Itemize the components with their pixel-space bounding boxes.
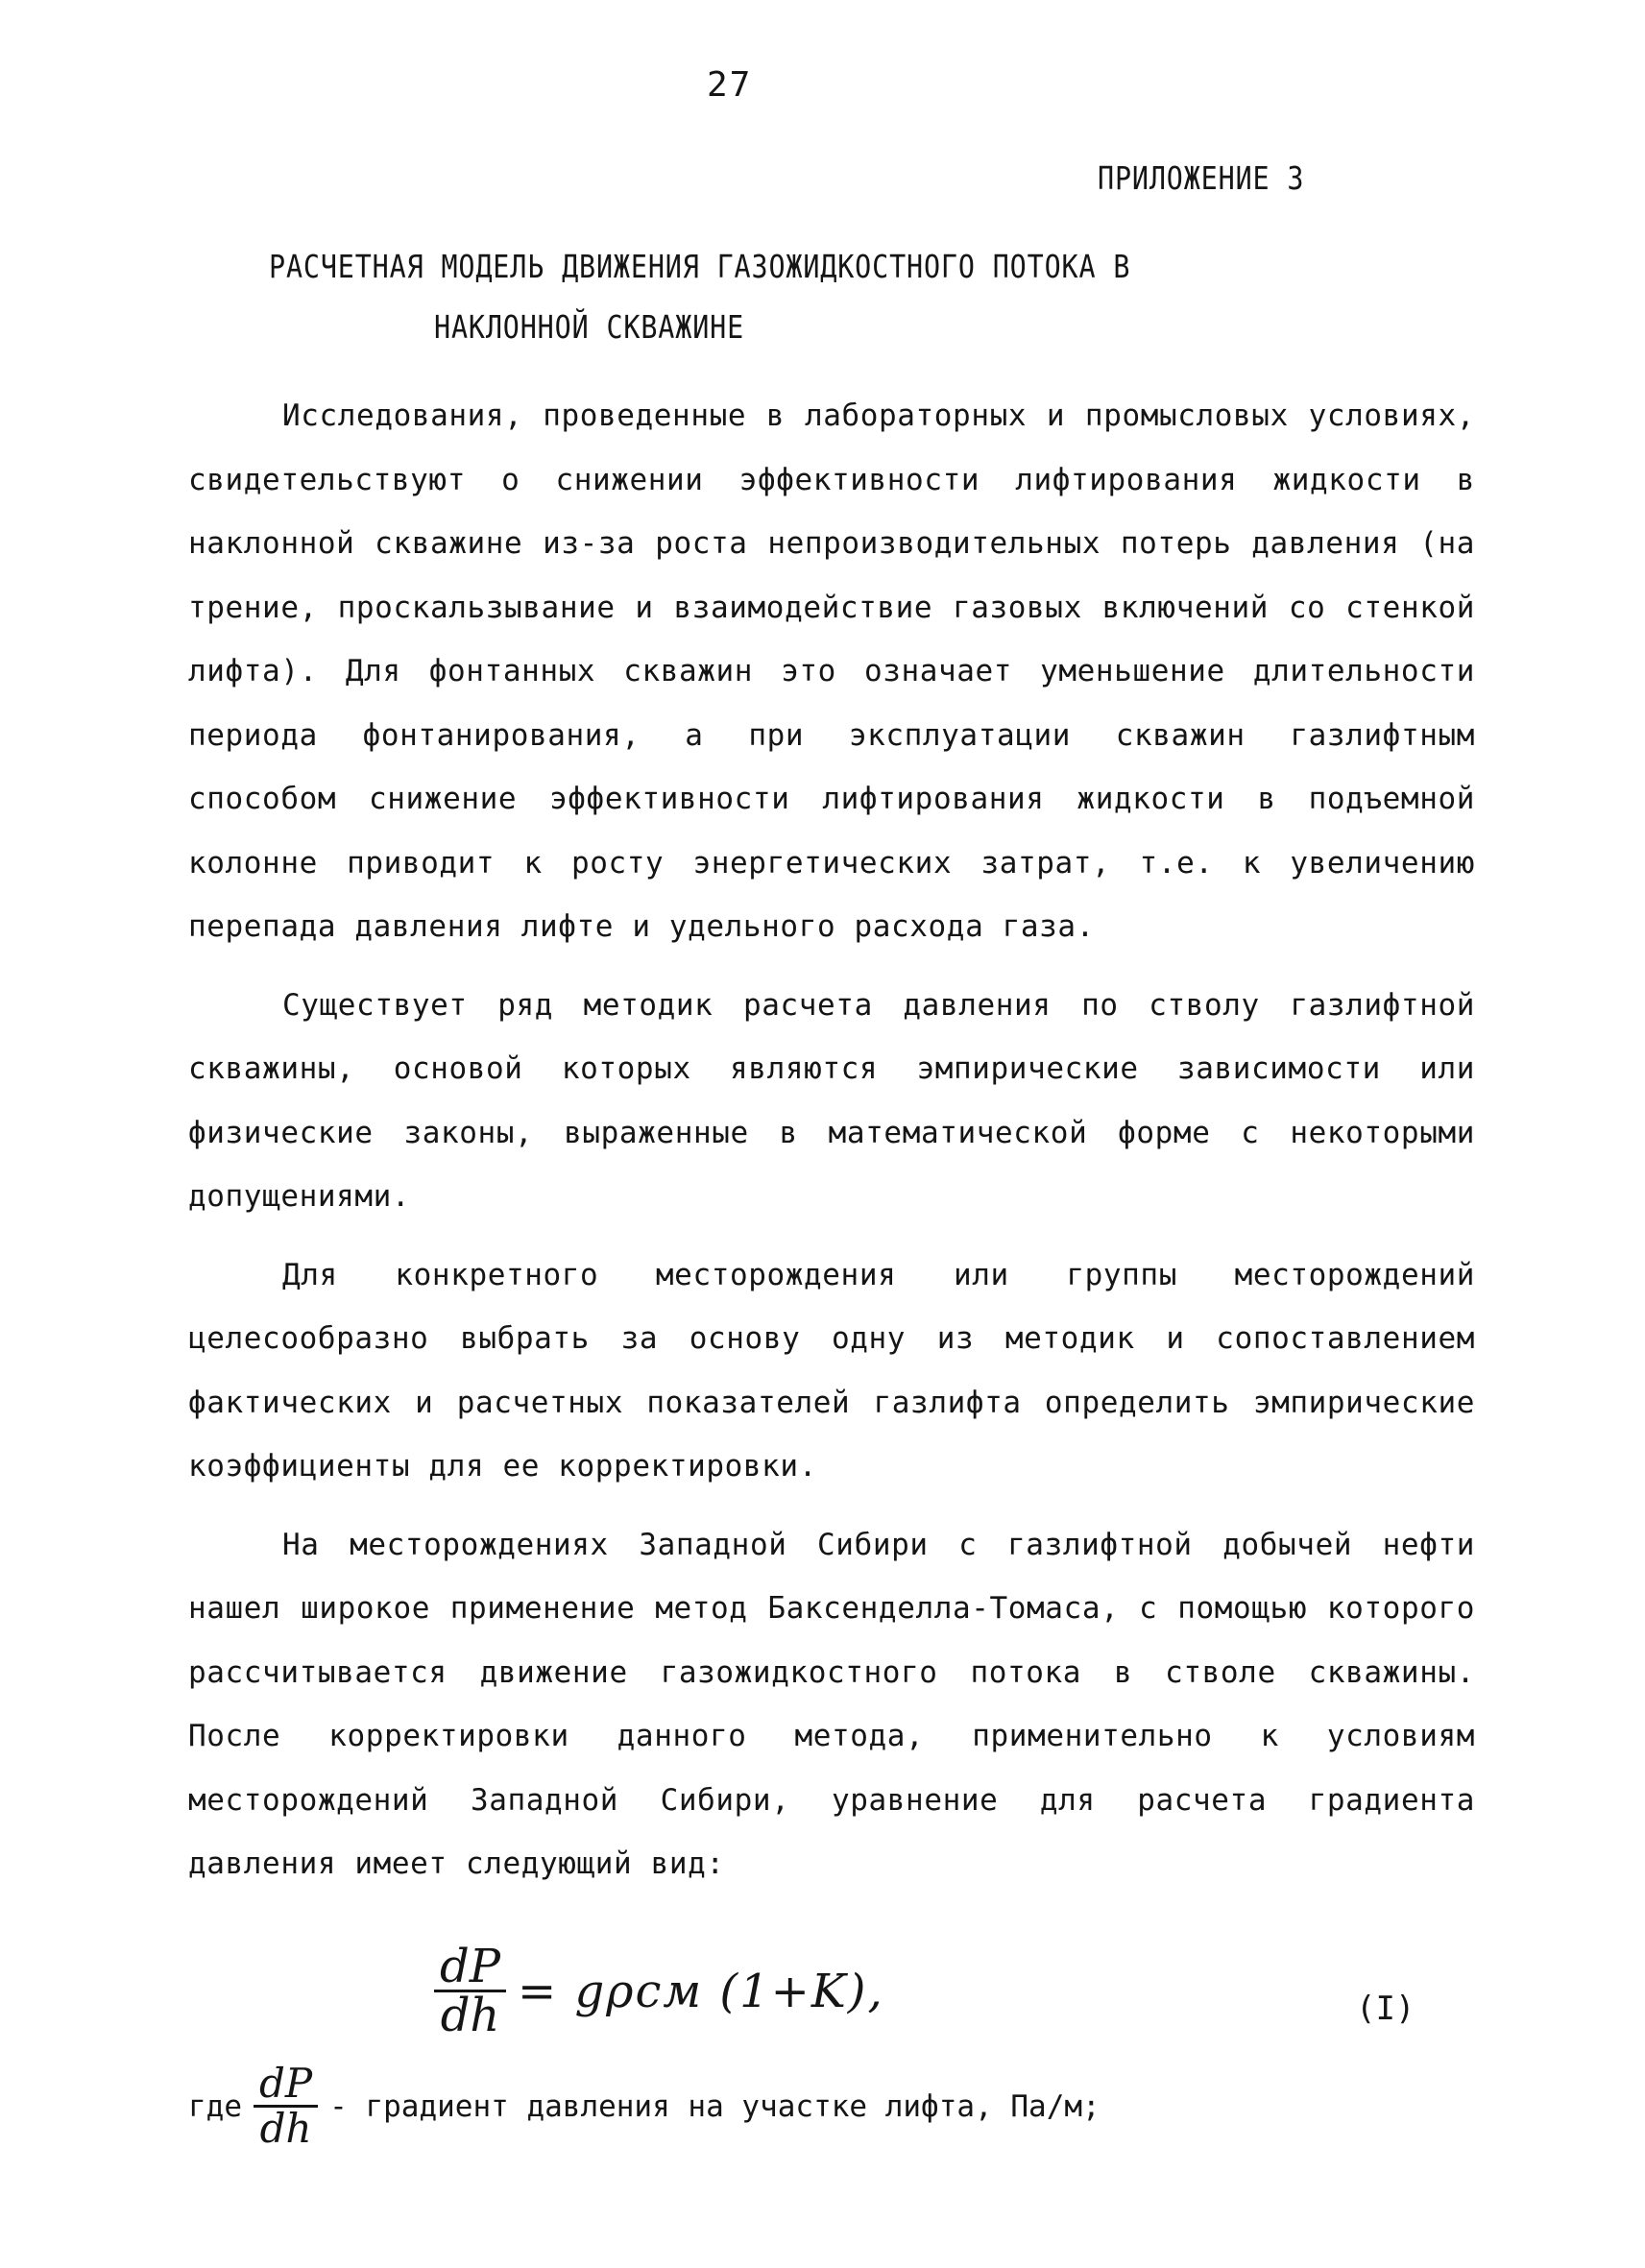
appendix-label: ПРИЛОЖЕНИЕ 3 [1098,159,1305,197]
body-text [188,384,1475,1911]
where-numerator: dP [254,2063,318,2108]
where-definition [188,2060,1101,2152]
page-number: 27 [707,65,753,105]
formula-denominator: dh [440,1989,500,2042]
paragraph: Исследования, проведенные в лабораторных и промысловых условиях, свидетельствуют о снижении эффективности лифтирования жидкости в наклонной скважине из-за роста непроизводительных потерь давления (на трение, проскальзывание и взаимодействие газовых включений со стенкой лифта). Для фонтанных скважин это означает уменьшение длительности периода фонтанирования, а при эксплуатации скважин газлифтным способом снижение эффективности лифтирования жидкости в подъемной колонне приводит к росту энергетических затрат, т.е. к увеличению перепада давления лифте и удельного расхода газа. [188,398,1475,944]
title-line-1: РАСЧЕТНАЯ МОДЕЛЬ ДВИЖЕНИЯ ГАЗОЖИДКОСТНОГО ПОТОКА В [269,248,1131,285]
formula-numerator: dP [434,1943,506,1992]
where-prefix: где [188,2088,242,2124]
paragraph: Существует ряд методик расчета давления по стволу газлифтной скважины, основой которых являются эмпирические зависимости или физические законы, выраженные в математической форме с некоторыми допущениями. [188,987,1475,1214]
where-fraction [254,2060,318,2152]
document-title [269,236,1177,357]
formula-fraction [434,1940,506,2042]
where-denominator: dh [259,2105,312,2152]
title-line-2: НАКЛОННОЙ СКВАЖИНЕ [434,308,745,346]
paragraph: На месторождениях Западной Сибири с газлифтной добычей нефти нашел широкое применение метод Баксенделла-Томаса, с помощью которого рассчитывается движение газожидкостного потока в стволе скважины. После корректировки данного метода, применительно к условиям месторождений Западной Сибири, уравнение для расчета градиента давления имеет следующий вид: [188,1527,1475,1881]
where-text: - градиент давления на участке лифта, Па/м; [329,2088,1101,2124]
formula-rhs: = gρсм (1+K), [518,1964,884,2018]
paragraph: Для конкретного месторождения или группы месторождений целесообразно выбрать за основу одну из методик и сопоставлением фактических и расчетных показателей газлифта определить эмпирические коэффициенты для ее корректировки. [188,1257,1475,1484]
pressure-gradient-formula [434,1940,884,2042]
equation-number: (I) [1356,1990,1415,2028]
